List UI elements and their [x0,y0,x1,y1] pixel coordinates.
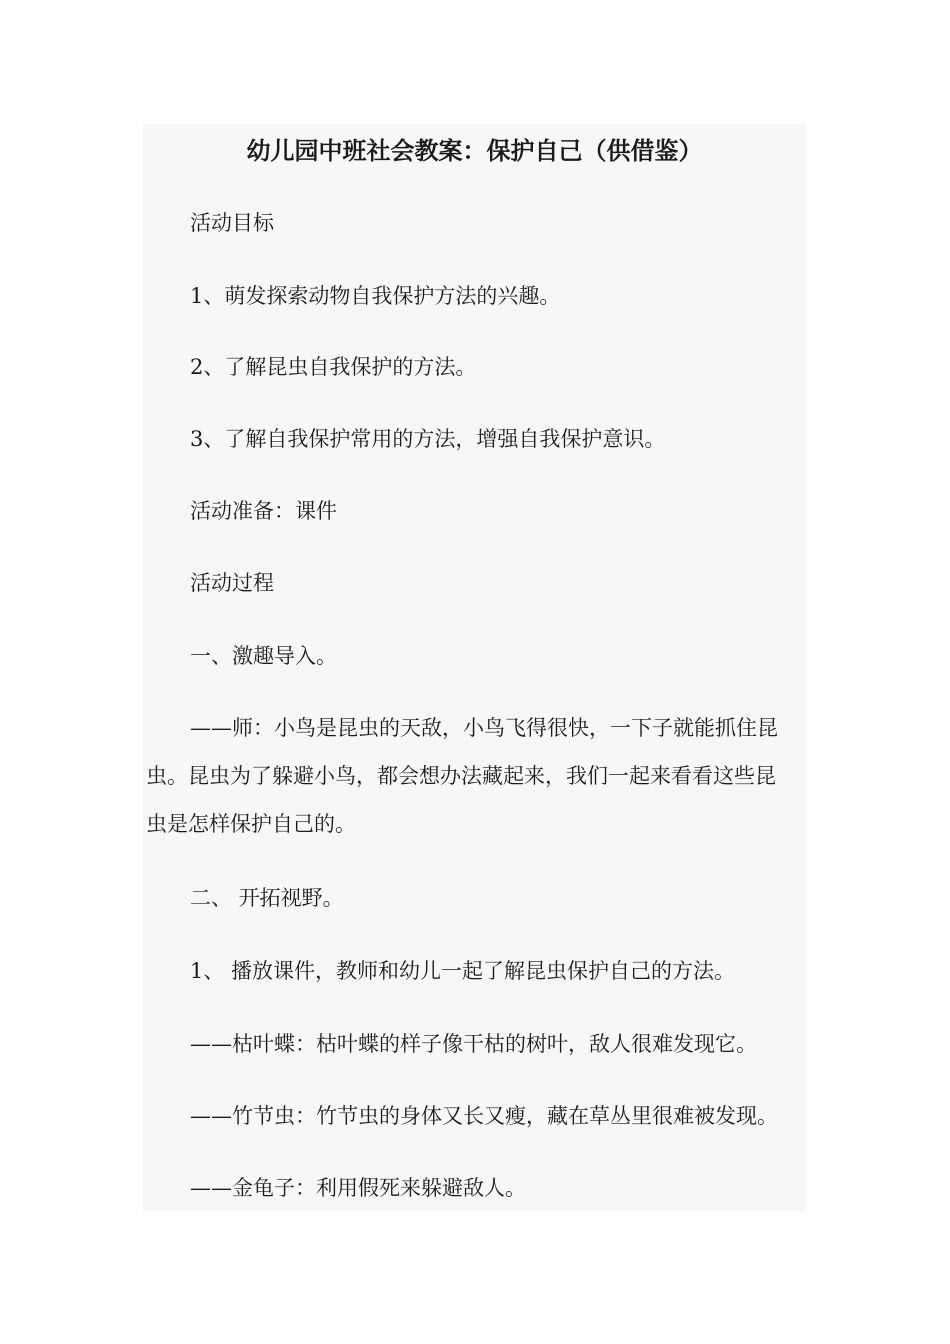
insect-kuyedie: ——枯叶蝶：枯叶蝶的样子像干枯的树叶，敌人很难发现它。 [190,1032,757,1056]
goal-item-3: 3、了解自我保护常用的方法，增强自我保护意识。 [190,427,666,451]
step-heading-1: 一、激趣导入。 [190,644,337,668]
teacher-intro-paragraph: ——师：小鸟是昆虫的天敌，小鸟飞得很快，一下子就能抓住昆虫。昆虫为了躲避小鸟，都会想办法藏起来，我们一起来看看这些昆虫是怎样保护自己的。 [146,716,778,836]
insect-zhujiechong: ——竹节虫：竹节虫的身体又长又瘦，藏在草丛里很难被发现。 [190,1104,778,1128]
goal-item-2: 2、了解昆虫自我保护的方法。 [190,355,477,379]
document-title: 幼儿园中班社会教案：保护自己（供借鉴） [246,137,703,165]
preparation-line: 活动准备：课件 [190,499,337,523]
goal-item-1: 1、萌发探索动物自我保护方法的兴趣。 [190,284,561,308]
step-heading-2: 二、 开拓视野。 [190,886,344,910]
section-heading-process: 活动过程 [190,571,274,595]
step-2-item-1: 1、 播放课件，教师和幼儿一起了解昆虫保护自己的方法。 [190,959,736,983]
insect-jinguizi: ——金龟子：利用假死来躲避敌人。 [190,1176,526,1200]
section-heading-goals: 活动目标 [190,211,274,235]
